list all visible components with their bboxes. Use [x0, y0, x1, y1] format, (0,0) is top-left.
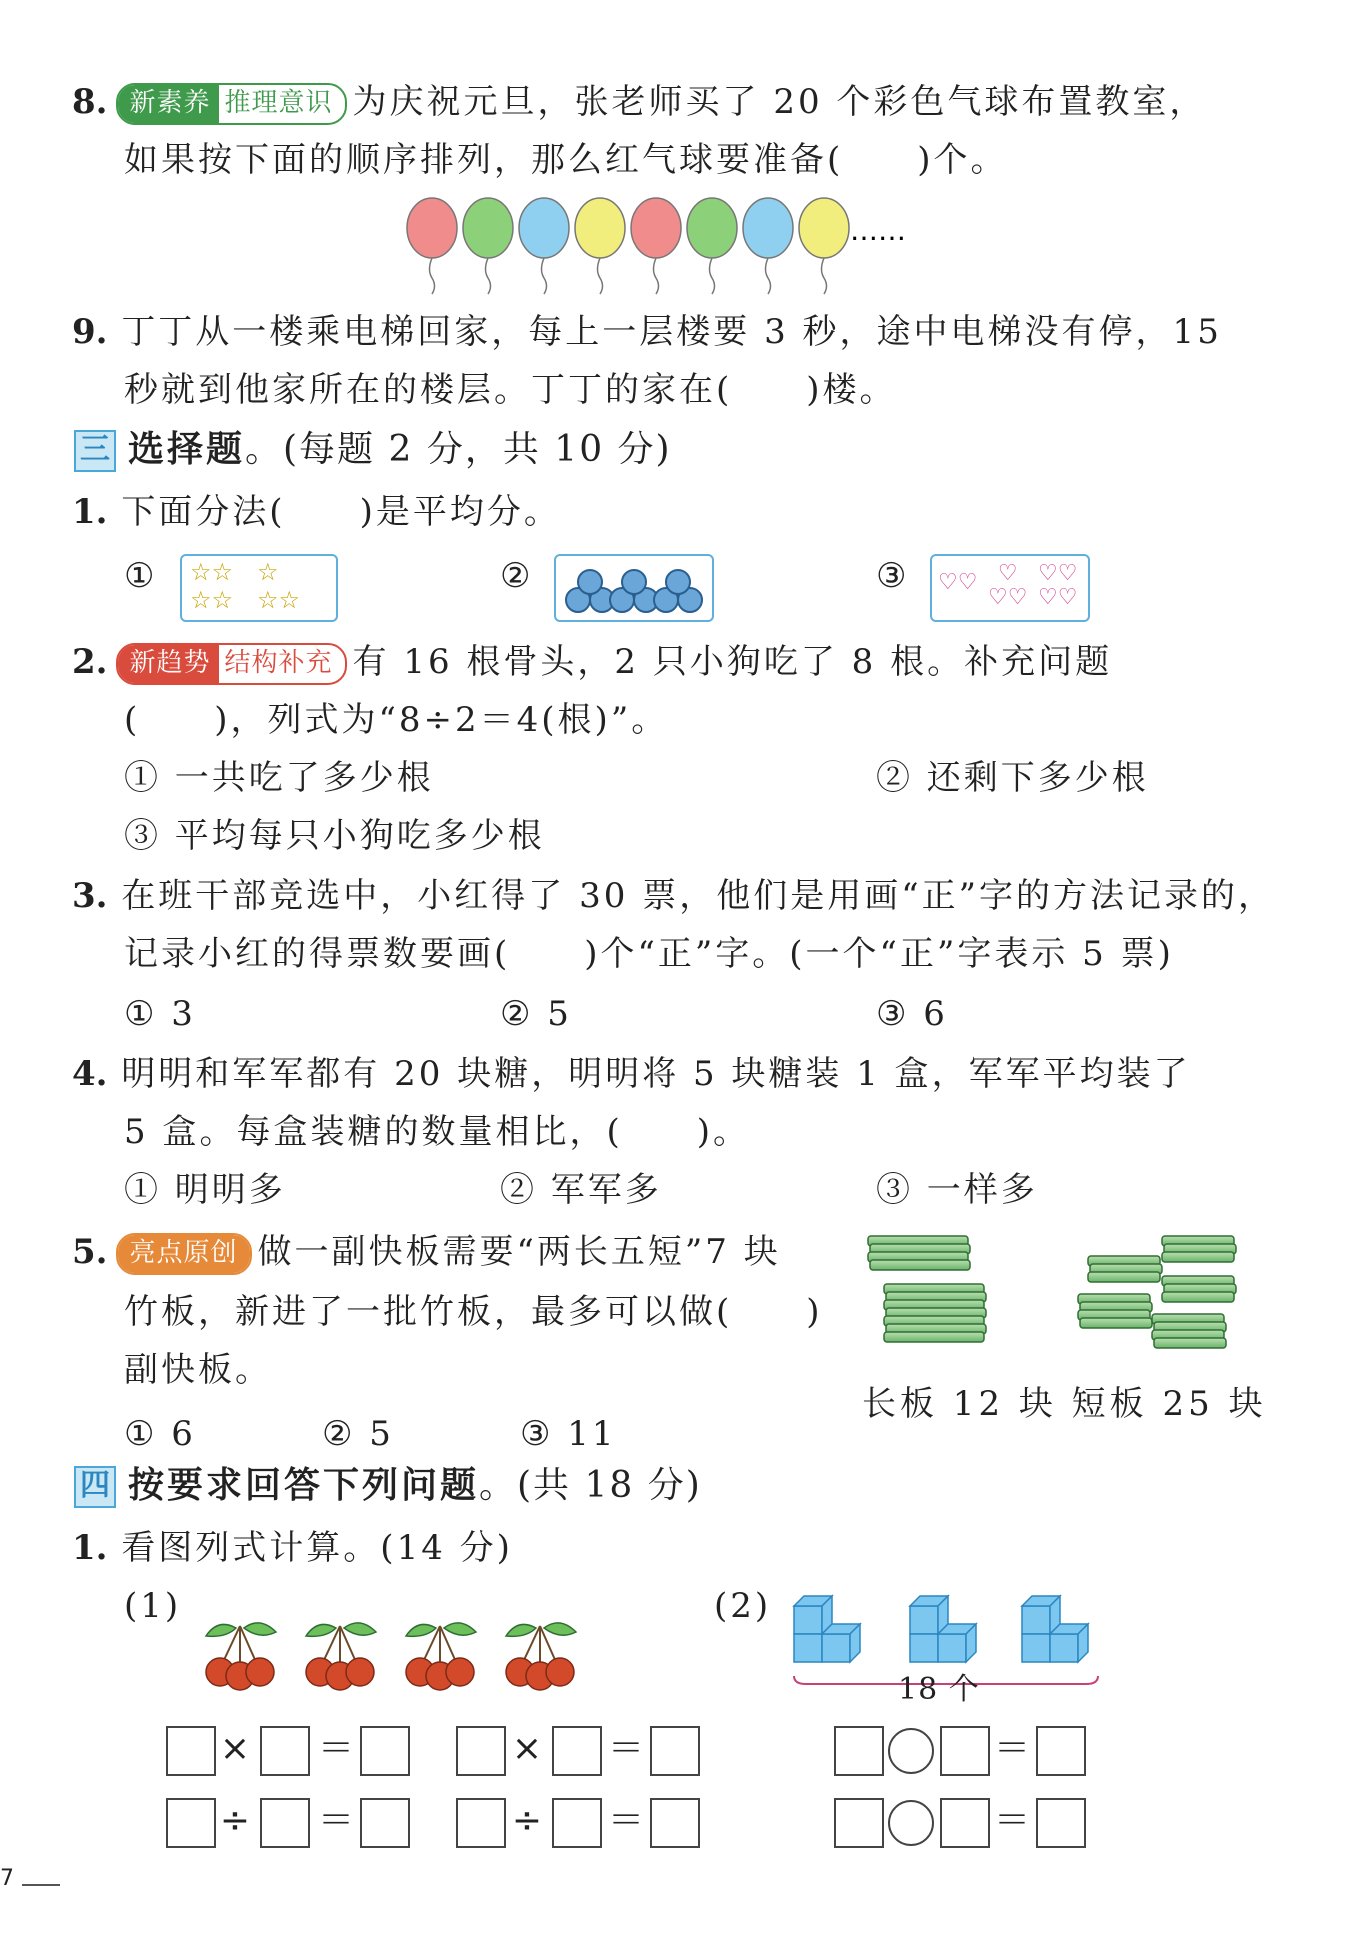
section3-icon: 三	[74, 430, 116, 472]
answer-box[interactable]	[260, 1798, 310, 1848]
c2-opt2: ② 还剩下多少根	[876, 758, 1149, 798]
equals-sign: ＝	[994, 1728, 1031, 1769]
c2-number: 2.	[72, 642, 108, 682]
answer-box[interactable]	[650, 1726, 700, 1776]
answer-box[interactable]	[940, 1798, 990, 1848]
balloon-icon	[631, 198, 681, 294]
answer-box[interactable]	[456, 1726, 506, 1776]
q8-number: 8.	[72, 82, 108, 122]
c3-opt1: ① 3	[124, 994, 196, 1034]
c5-caption: 长板 12 块 短板 25 块	[862, 1384, 1267, 1424]
c1-opt1-stars	[180, 554, 338, 622]
answer-box[interactable]	[940, 1726, 990, 1776]
hearts-icon: ♡♡ ♡♡	[1038, 561, 1078, 610]
c5-number: 5.	[72, 1232, 108, 1272]
divide-sign: ÷	[511, 1800, 543, 1841]
c3-opt2: ② 5	[500, 994, 572, 1034]
p1-sub2: (2)	[714, 1586, 772, 1626]
q8-text1: 为庆祝元旦，张老师买了 20 个彩色气球布置教室，	[352, 82, 1207, 122]
answer-box[interactable]	[834, 1726, 884, 1776]
q9-line1	[72, 312, 1222, 352]
cherry-icon	[206, 1623, 276, 1690]
c4-text2: 5 盒。每盒装糖的数量相比，( )。	[124, 1112, 750, 1152]
q9-text1: 丁丁从一楼乘电梯回家，每上一层楼要 3 秒，途中电梯没有停，15	[121, 312, 1222, 352]
answer-box[interactable]	[650, 1798, 700, 1848]
q8-text2: 如果按下面的顺序排列，那么红气球要准备( )个。	[124, 140, 1008, 180]
c1-opt2-label: ②	[500, 556, 534, 596]
c4-opt2: ② 军军多	[500, 1170, 662, 1210]
equals-sign: ＝	[318, 1800, 355, 1841]
balloons-figure	[400, 196, 960, 296]
divide-sign: ÷	[219, 1800, 251, 1841]
equals-sign: ＝	[318, 1728, 355, 1769]
c1-opt1-label: ①	[124, 556, 158, 596]
hearts-icon: ♡♡	[938, 570, 978, 595]
answer-box[interactable]	[552, 1726, 602, 1776]
answer-box[interactable]	[1036, 1798, 1086, 1848]
c5-tag: 亮点原创	[116, 1233, 252, 1275]
c3-text2: 记录小红的得票数要画( )个“正”字。(一个“正”字表示 5 票)	[124, 934, 1174, 974]
c5-opt3: ③ 11	[520, 1414, 617, 1454]
c1-opt2-balls-icon	[554, 554, 714, 622]
answer-box[interactable]	[456, 1798, 506, 1848]
operator-circle[interactable]	[888, 1728, 934, 1774]
q9-number: 9.	[72, 312, 108, 352]
answer-box[interactable]	[360, 1798, 410, 1848]
balloon-icon	[407, 198, 457, 294]
times-sign: ×	[219, 1728, 251, 1769]
c5-text3: 副快板。	[124, 1350, 272, 1390]
operator-circle[interactable]	[888, 1800, 934, 1846]
c4-opt1: ① 明明多	[124, 1170, 286, 1210]
footer-rule	[22, 1884, 60, 1886]
section4-title: 按要求回答下列问题。(共 18 分)	[128, 1465, 702, 1506]
equals-sign: ＝	[608, 1728, 645, 1769]
balloon-icon	[519, 198, 569, 294]
p1-sub1: (1)	[124, 1586, 182, 1626]
q9-text2: 秒就到他家所在的楼层。丁丁的家在( )楼。	[124, 370, 897, 410]
balloon-icon	[799, 198, 849, 294]
answer-box[interactable]	[552, 1798, 602, 1848]
c3-opt3: ③ 6	[876, 994, 948, 1034]
times-sign: ×	[511, 1728, 543, 1769]
c2-line1: 2. 新趋势 结构补充 有 16 根骨头，2 只小狗吃了 8 根。补充问题	[72, 642, 1112, 685]
c3-number: 3.	[72, 876, 108, 916]
bamboo-boards-figure	[862, 1228, 1242, 1378]
c2-opt3: ③ 平均每只小狗吃多少根	[124, 816, 545, 856]
c5-opt1: ① 6	[124, 1414, 196, 1454]
c3-line1: 3. 在班干部竞选中，小红得了 30 票，他们是用画“正”字的方法记录的，	[72, 876, 1275, 916]
answer-box[interactable]	[166, 1798, 216, 1848]
balloons-ellipsis: ……	[850, 214, 906, 247]
answer-box[interactable]	[260, 1726, 310, 1776]
balloon-icon	[743, 198, 793, 294]
hearts-icon: ♡ ♡♡	[988, 561, 1028, 610]
c5-opt2: ② 5	[322, 1414, 394, 1454]
c5-line1: 5. 亮点原创 做一副快板需要“两长五短”7 块	[72, 1232, 781, 1275]
long-boards-icon	[868, 1236, 986, 1342]
page-number: 7	[0, 1866, 14, 1891]
c1-number: 1.	[72, 492, 108, 532]
brace-label: 18 个	[898, 1672, 980, 1707]
p1-line: 1. 看图列式计算。(14 分)	[72, 1528, 513, 1568]
c4-number: 4.	[72, 1054, 108, 1094]
c4-opt3: ③ 一样多	[876, 1170, 1038, 1210]
q8-line1	[72, 82, 1206, 125]
balloon-icon	[463, 198, 513, 294]
p1-number: 1.	[72, 1528, 108, 1568]
answer-box[interactable]	[360, 1726, 410, 1776]
answer-box[interactable]	[834, 1798, 884, 1848]
answer-box[interactable]	[1036, 1726, 1086, 1776]
equals-sign: ＝	[994, 1800, 1031, 1841]
cube-stack-icon	[794, 1596, 860, 1662]
short-boards-icon	[1078, 1236, 1236, 1348]
balloon-icon	[687, 198, 737, 294]
section4-icon: 四	[74, 1466, 116, 1508]
section3-title: 选择题。(每题 2 分，共 10 分)	[128, 429, 672, 470]
c2-text2: ( )，列式为“8÷2＝4(根)”。	[124, 700, 669, 740]
c2-opt1: ① 一共吃了多少根	[124, 758, 434, 798]
balloon-icon	[575, 198, 625, 294]
equals-sign: ＝	[608, 1800, 645, 1841]
c2-tag: 新趋势 结构补充	[116, 643, 347, 685]
stars-icon: ☆☆ ☆☆	[190, 586, 301, 614]
q8-tag: 新素养 推理意识	[116, 83, 347, 125]
cherries-figure	[196, 1610, 596, 1700]
c1-opt3-hearts	[930, 554, 1090, 622]
c5-text2: 竹板，新进了一批竹板，最多可以做( )	[124, 1292, 823, 1332]
answer-box[interactable]	[166, 1726, 216, 1776]
c4-line1: 4. 明明和军军都有 20 块糖，明明将 5 块糖装 1 盒，军军平均装了	[72, 1054, 1191, 1094]
c1-opt3-label: ③	[876, 556, 910, 596]
stars-icon: ☆☆ ☆	[190, 558, 279, 586]
c1-line: 1. 下面分法( )是平均分。	[72, 492, 561, 532]
